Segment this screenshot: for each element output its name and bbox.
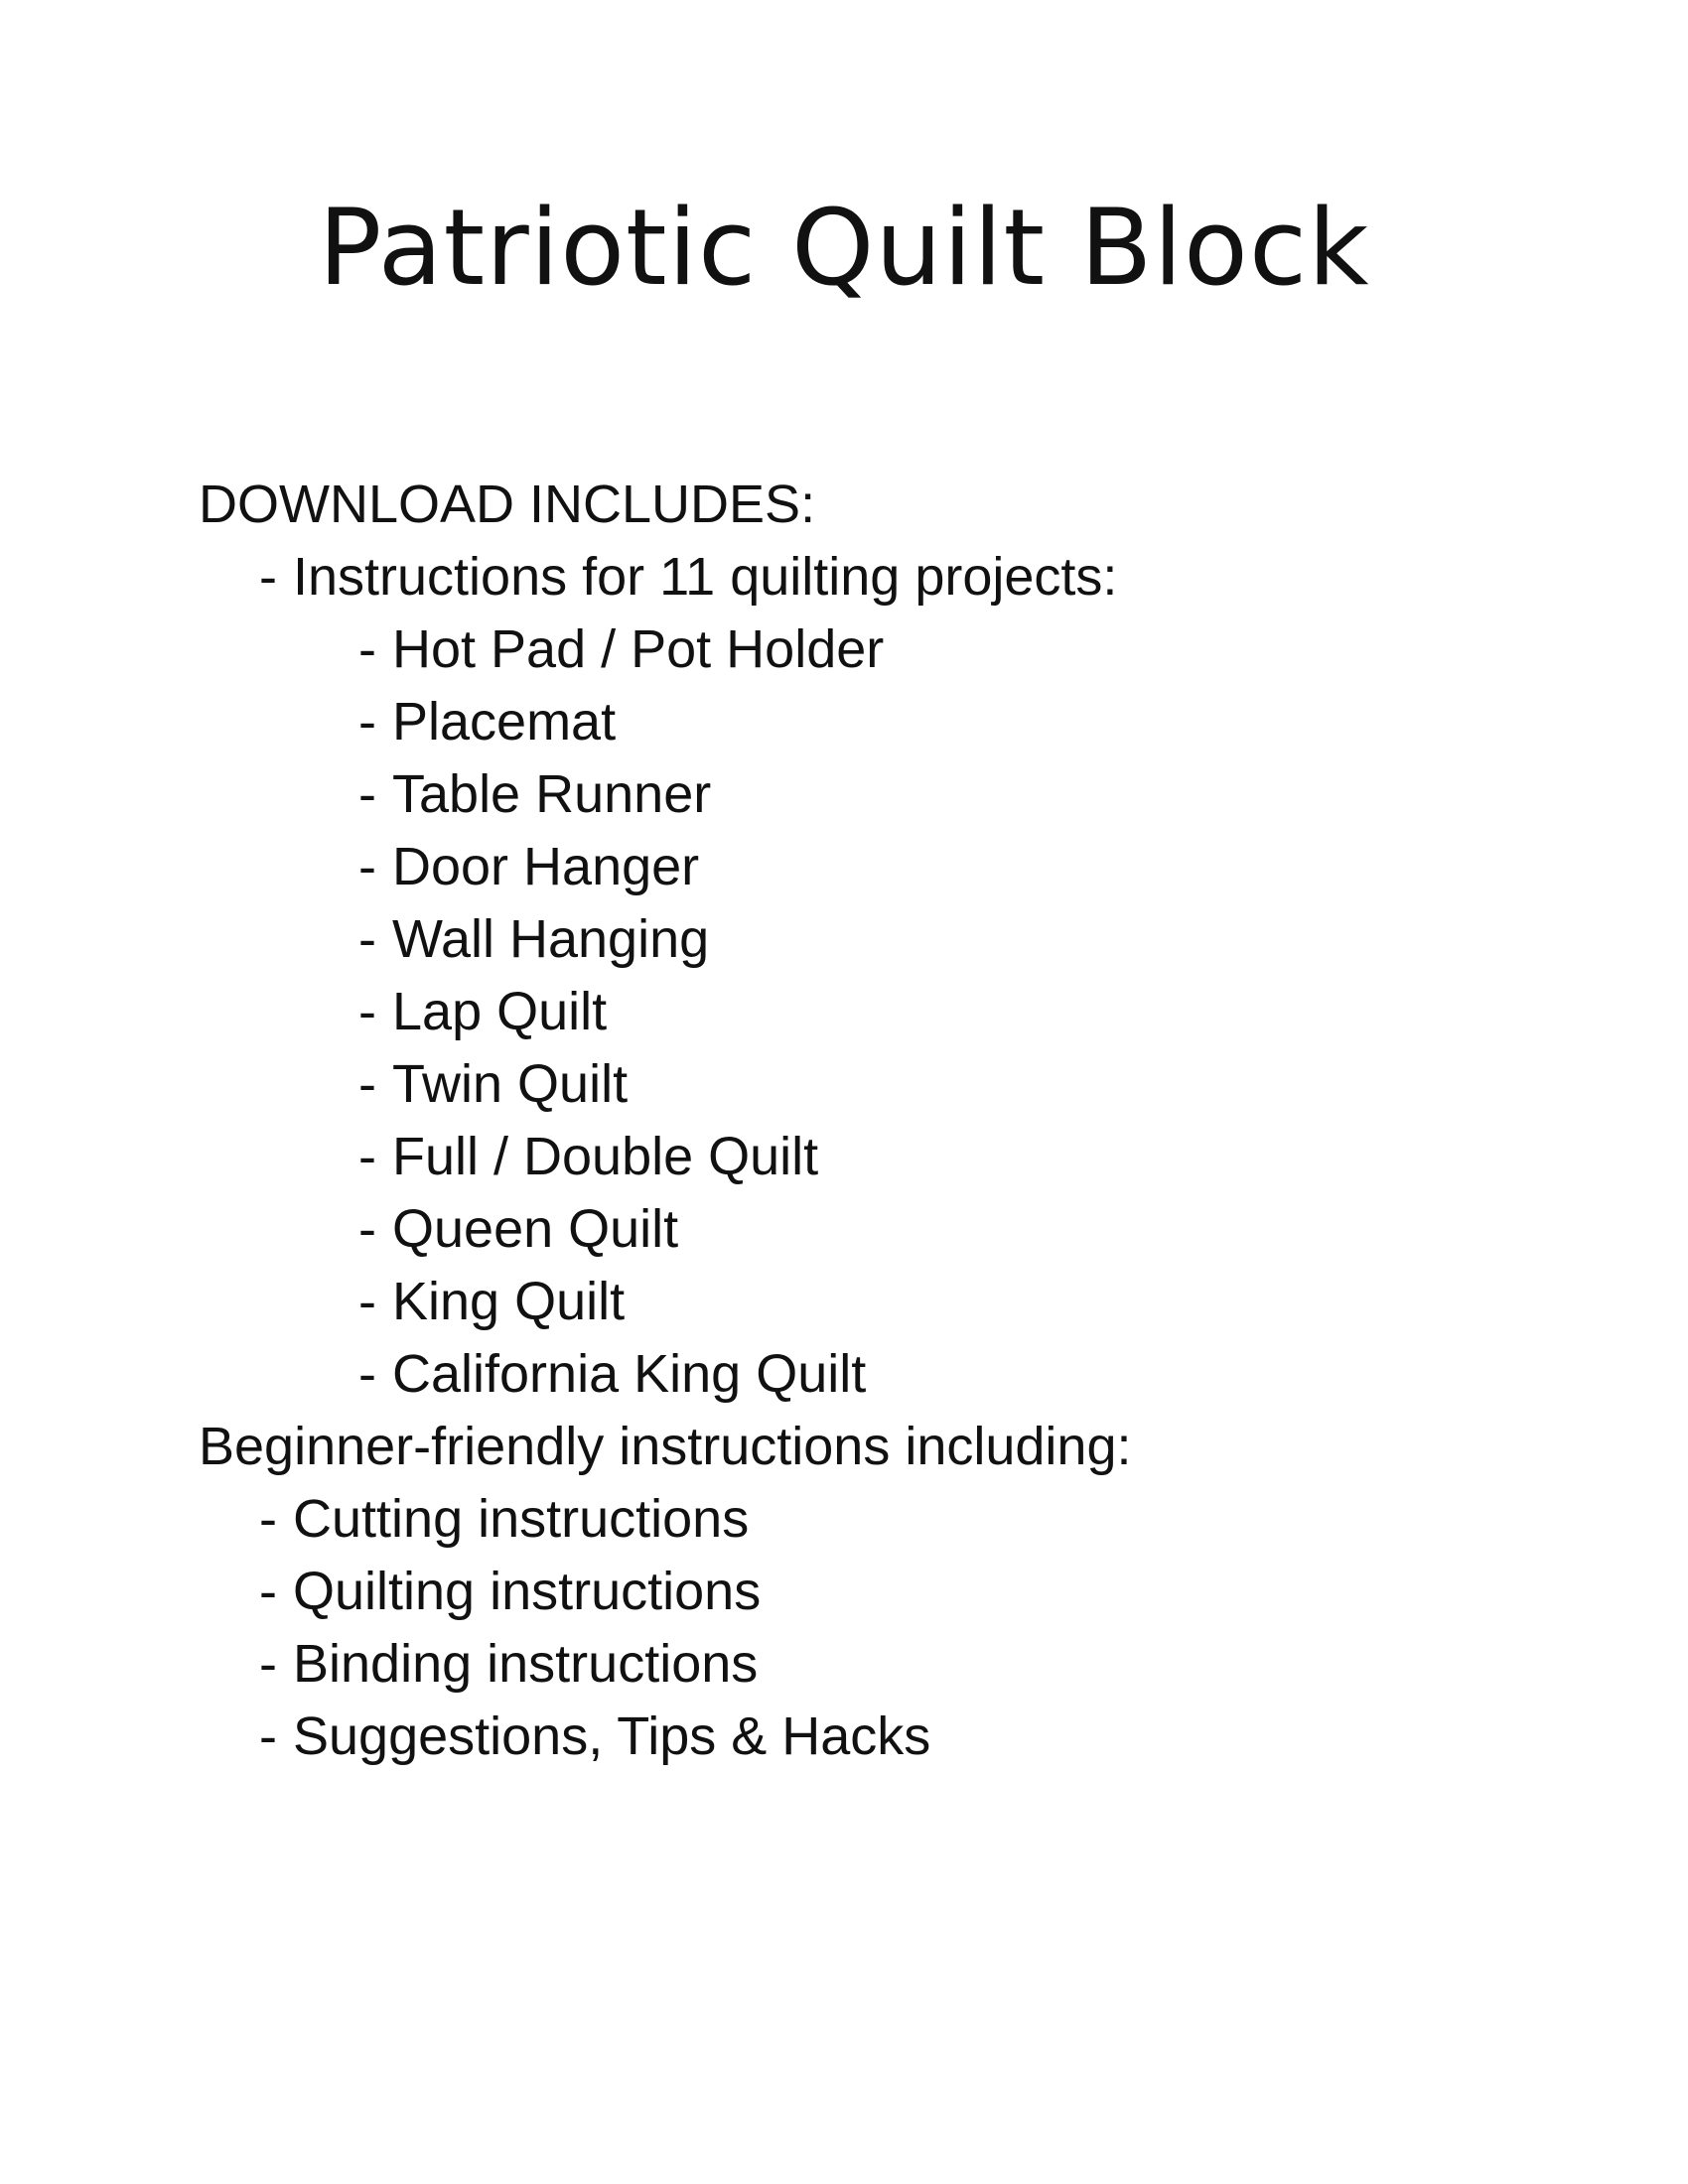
project-label: Door Hanger — [392, 837, 700, 896]
project-label: Table Runner — [392, 764, 712, 824]
project-label: King Quilt — [392, 1272, 626, 1331]
beginner-list — [199, 1483, 1589, 1773]
projects-intro-text: Instructions for 11 quilting projects: — [293, 547, 1118, 607]
list-item-project — [199, 1338, 1589, 1411]
list-item-project — [199, 614, 1589, 686]
bullet-dash: - — [358, 982, 376, 1041]
list-item-project — [199, 1121, 1589, 1193]
beginner-item-label: Cutting instructions — [293, 1489, 750, 1549]
list-item-project — [199, 1193, 1589, 1266]
list-item-projects-intro — [199, 541, 1589, 614]
bullet-dash: - — [259, 547, 277, 607]
bullet-dash: - — [259, 1634, 277, 1694]
list-item-beginner — [199, 1701, 1589, 1773]
bullet-dash: - — [259, 1489, 277, 1549]
download-includes-heading: DOWNLOAD INCLUDES: — [199, 475, 816, 534]
list-item-beginner — [199, 1483, 1589, 1556]
list-item-project — [199, 1266, 1589, 1338]
bullet-dash: - — [358, 909, 376, 969]
project-label: Queen Quilt — [392, 1199, 679, 1259]
list-item-project — [199, 831, 1589, 903]
project-label: Placemat — [392, 692, 617, 751]
list-item-project — [199, 903, 1589, 976]
page-title: Patriotic Quilt Block — [318, 187, 1370, 309]
bullet-dash: - — [259, 1562, 277, 1621]
project-label: Hot Pad / Pot Holder — [392, 619, 885, 679]
list-item-project — [199, 686, 1589, 758]
project-label: Wall Hanging — [392, 909, 710, 969]
project-label: Twin Quilt — [392, 1054, 629, 1114]
bullet-dash: - — [358, 1199, 376, 1259]
list-item-beginner — [199, 1628, 1589, 1701]
project-label: Full / Double Quilt — [392, 1127, 819, 1186]
download-list — [199, 541, 1589, 1411]
list-item-beginner — [199, 1556, 1589, 1628]
content-body — [199, 469, 1589, 1773]
bullet-dash: - — [358, 1344, 376, 1404]
list-item-project — [199, 1048, 1589, 1121]
project-label: California King Quilt — [392, 1344, 867, 1404]
bullet-dash: - — [358, 764, 376, 824]
beginner-heading: Beginner-friendly instructions including: — [199, 1417, 1132, 1476]
bullet-dash: - — [259, 1706, 277, 1766]
bullet-dash: - — [358, 692, 376, 751]
beginner-item-label: Quilting instructions — [293, 1562, 762, 1621]
list-item-project — [199, 758, 1589, 831]
list-item-project — [199, 976, 1589, 1048]
bullet-dash: - — [358, 619, 376, 679]
project-label: Lap Quilt — [392, 982, 608, 1041]
bullet-dash: - — [358, 1127, 376, 1186]
beginner-item-label: Suggestions, Tips & Hacks — [293, 1706, 931, 1766]
bullet-dash: - — [358, 837, 376, 896]
beginner-item-label: Binding instructions — [293, 1634, 759, 1694]
bullet-dash: - — [358, 1054, 376, 1114]
bullet-dash: - — [358, 1272, 376, 1331]
